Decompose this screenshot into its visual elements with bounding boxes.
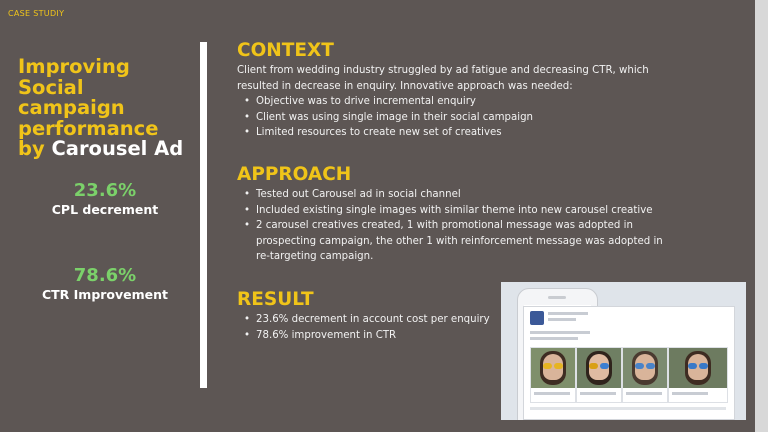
carousel-card <box>576 347 622 403</box>
context-bullet: • Client was using single image in their social campaign <box>244 110 664 126</box>
right-edge-panel <box>755 0 768 432</box>
stat-ctr-label: CTR Improvement <box>41 287 169 302</box>
context-bullet: • Limited resources to create new set of creatives <box>244 125 664 141</box>
approach-title: APPROACH <box>237 164 352 185</box>
carousel-card <box>668 347 728 403</box>
vertical-divider <box>200 42 207 388</box>
headline-line-4: performance <box>18 116 159 140</box>
stat-ctr-value: 78.6% <box>73 265 137 286</box>
stat-ctr <box>25 265 185 303</box>
approach-bullet: • 2 carousel creatives created, 1 with promotional message was adopted in prospecting campaign, the other 1 with reinforcement message was adopted in re-targeting campaign. <box>244 218 664 265</box>
context-bullet: • Objective was to drive incremental enquiry <box>244 94 664 110</box>
context-bullets <box>244 94 664 141</box>
result-bullet: • 23.6% decrement in account cost per enquiry <box>244 312 494 328</box>
stat-cpl-value: 23.6% <box>73 180 137 201</box>
headline-line-2: Social <box>18 75 84 99</box>
social-post-preview <box>523 306 735 420</box>
headline-by: by <box>18 137 45 160</box>
result-bullets <box>244 312 494 343</box>
headline-carousel-ad: Carousel Ad <box>51 137 184 160</box>
case-study-label: CASE STUDIY <box>8 9 65 18</box>
approach-bullets <box>244 187 664 265</box>
carousel-card <box>530 347 576 403</box>
carousel-ad-mockup-image <box>501 282 746 420</box>
result-title: RESULT <box>237 289 314 310</box>
approach-bullet: • Tested out Carousel ad in social channel <box>244 187 664 203</box>
context-title: CONTEXT <box>237 40 334 61</box>
result-bullet: • 78.6% improvement in CTR <box>244 328 494 344</box>
headline-line-3: campaign <box>18 96 125 119</box>
headline <box>18 57 208 160</box>
stat-cpl-label: CPL decrement <box>51 202 159 217</box>
carousel-card <box>622 347 668 403</box>
stat-cpl <box>25 180 185 218</box>
headline-line-1: Improving <box>18 55 130 78</box>
approach-bullet: • Included existing single images with similar theme into new carousel creative <box>244 203 664 219</box>
context-intro: Client from wedding industry struggled by ad fatigue and decreasing CTR, which resulted in decrease in enquiry. Innovative approach was needed: <box>237 65 649 92</box>
page-avatar-icon <box>530 311 544 325</box>
headline-line-5 <box>18 139 208 160</box>
